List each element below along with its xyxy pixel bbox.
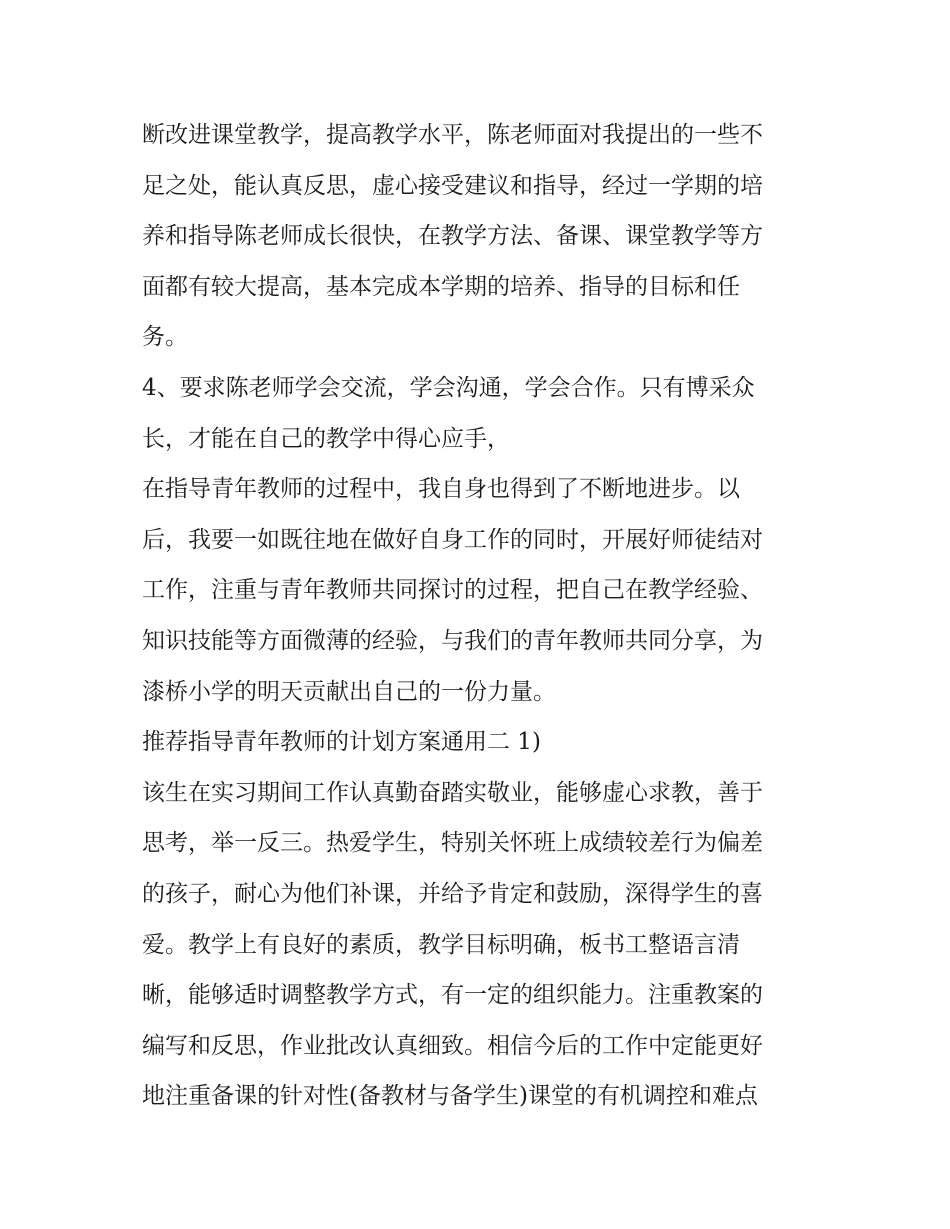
text-line-11: 知识技能等方面微薄的经验，与我们的青年教师共同分享，为 xyxy=(142,627,763,654)
text-line-4: 面都有较大提高，基本完成本学期的培养、指导的目标和任 xyxy=(142,273,740,300)
text-line-8: 在指导青年教师的过程中，我自身也得到了不断地进步。以 xyxy=(142,476,740,503)
text-line-9: 后，我要一如既往地在做好自身工作的同时，开展好师徒结对 xyxy=(142,526,763,553)
text-line-12: 漆桥小学的明天贡献出自己的一份力量。 xyxy=(142,678,556,705)
text-line-6: 4、要求陈老师学会交流，学会沟通，学会合作。只有博采众 xyxy=(142,374,755,401)
text-line-7: 长，才能在自己的教学中得心应手， xyxy=(142,425,510,452)
document-body xyxy=(142,110,822,1122)
text-line-16: 的孩子，耐心为他们补课，并给予肯定和鼓励，深得学生的喜 xyxy=(142,880,763,907)
section-heading: 推荐指导青年教师的计划方案通用二 1) xyxy=(142,729,541,756)
text-line-5: 务。 xyxy=(142,324,188,351)
text-line-18: 晰，能够适时调整教学方式，有一定的组织能力。注重教案的 xyxy=(142,982,763,1009)
text-line-17: 爱。教学上有良好的素质，教学目标明确，板书工整语言清 xyxy=(142,931,740,958)
text-line-10: 工作，注重与青年教师共同探讨的过程，把自己在教学经验、 xyxy=(142,577,763,604)
text-line-19: 编写和反思，作业批改认真细致。相信今后的工作中定能更好 xyxy=(142,1032,763,1059)
text-line-3: 养和指导陈老师成长很快，在教学方法、备课、课堂教学等方 xyxy=(142,223,763,250)
text-line-1: 断改进课堂教学，提高教学水平，陈老师面对我提出的一些不 xyxy=(142,122,763,148)
text-line-20: 地注重备课的针对性(备教材与备学生)课堂的有机调控和难点 xyxy=(142,1083,758,1110)
text-line-15: 思考，举一反三。热爱学生，特别关怀班上成绩较差行为偏差 xyxy=(142,830,763,857)
text-line-14: 该生在实习期间工作认真勤奋踏实敬业，能够虚心求教，善于 xyxy=(142,779,763,806)
text-line-2: 足之处，能认真反思，虚心接受建议和指导，经过一学期的培 xyxy=(142,172,763,199)
